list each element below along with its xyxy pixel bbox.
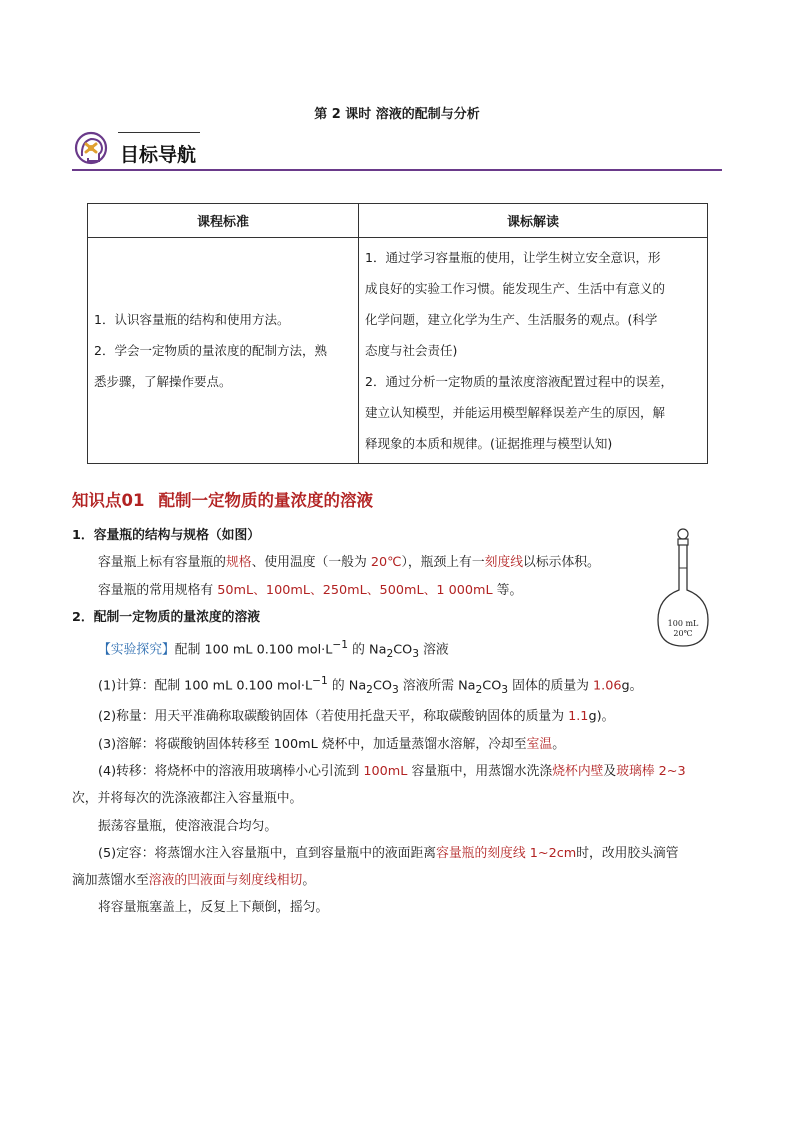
standard-cell [88, 238, 359, 464]
interpretation-cell [359, 238, 708, 464]
table-header-standard: 课程标准 [88, 204, 359, 238]
heading-structure: 1．容量瓶的结构与规格（如图） [72, 528, 261, 543]
content-body [72, 522, 724, 922]
section-header [72, 128, 722, 172]
experiment-intro: 【实验探究】配制 100 mL 0.100 $mol\cdot L^{-1}$ 的 $Na_2CO_3$ 溶液 [98, 638, 449, 660]
interpretation-line: 态度与社会责任) [365, 343, 458, 358]
section-title: 目标导航 [120, 144, 197, 166]
page-title: 第 2 课时 溶液的配制与分析 [314, 107, 480, 122]
step-mix: 将容量瓶塞盖上，反复上下颠倒，摇匀。 [98, 900, 329, 916]
interpretation-line: 释现象的本质和规律。(证据推理与模型认知) [365, 436, 613, 451]
paragraph-marking: 容量瓶上标有容量瓶的规格、使用温度（一般为 20℃），瓶颈上有一刻度线以标示体积。 [98, 555, 600, 571]
paragraph-specs: 容量瓶的常用规格有 50mL、100mL、250mL、500mL、1 000mL 等。 [98, 582, 523, 598]
brain-head-icon [72, 130, 112, 170]
knowledge-point-number: 知识点01 [72, 491, 145, 510]
interpretation-line: 建立认知模型，并能运用模型解释误差产生的原因，解 [365, 405, 666, 420]
heading-preparation: 2．配制一定物质的量浓度的溶液 [72, 609, 261, 625]
step-fixvolume: (5)定容：将蒸馏水注入容量瓶中，直到容量瓶中的液面距离容量瓶的刻度线 1~2cm时，改用胶头滴管 [98, 845, 679, 861]
interpretation-line: 2．通过分析一定物质的量浓度溶液配置过程中的误差， [365, 374, 673, 389]
header-divider [72, 169, 722, 171]
curriculum-table [87, 203, 708, 464]
step-dissolve: (3)溶解：将碳酸钠固体转移至 100mL 烧杯中，加适量蒸馏水溶解，冷却至室温。 [98, 736, 565, 752]
standard-line: 悉步骤，了解操作要点。 [94, 374, 232, 389]
flask-volume-label: 100 mL [667, 619, 699, 628]
knowledge-point-name: 配制一定物质的量浓度的溶液 [158, 491, 373, 510]
step-fixvolume-cont: 滴加蒸馏水至溶液的凹液面与刻度线相切。 [72, 873, 316, 889]
interpretation-line: 成良好的实验工作习惯。能发现生产、生活中有意义的 [365, 281, 666, 296]
step-transfer: (4)转移：将烧杯中的溶液用玻璃棒小心引流到 100mL 容量瓶中，用蒸馏水洗涤烧杯内壁及玻璃棒 2~3 [98, 764, 686, 779]
interpretation-line: 1．通过学习容量瓶的使用，让学生树立安全意识，形 [365, 250, 661, 265]
header-short-line [118, 132, 200, 133]
step-shake: 振荡容量瓶，使溶液混合均匀。 [98, 818, 278, 834]
step-calculate: (1)计算：配制 100 mL 0.100 $mol\cdot L^{-1}$ 的 $Na_2CO_3$ 溶液所需 $Na_2CO_3$ 固体的质量为 1.06g。 [98, 674, 643, 697]
step-transfer-cont: 次，并将每次的洗涤液都注入容量瓶中。 [72, 791, 303, 807]
flask-temp-label: 20℃ [673, 629, 693, 638]
knowledge-point-title [72, 487, 373, 511]
interpretation-line: 化学问题，建立化学为生产、生活服务的观点。(科学 [365, 312, 658, 327]
standard-line: 2．学会一定物质的量浓度的配制方法，熟 [94, 343, 327, 358]
step-weigh: (2)称量：用天平准确称取碳酸钠固体（若使用托盘天平，称取碳酸钠固体的质量为 1.1g)。 [98, 709, 615, 725]
standard-line: 1．认识容量瓶的结构和使用方法。 [94, 312, 290, 327]
table-header-interpretation: 课标解读 [359, 204, 708, 238]
